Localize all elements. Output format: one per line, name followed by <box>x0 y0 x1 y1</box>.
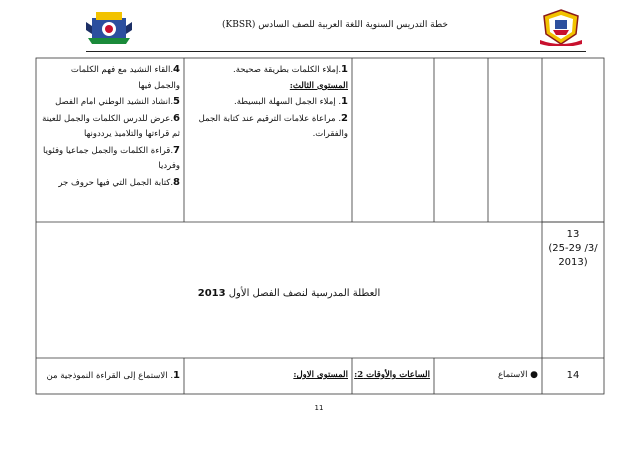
week-number: 13 <box>566 229 580 240</box>
activity-line: 6.عرض للدرس الكلمات والجمل للعينة <box>42 112 180 124</box>
activity-line: 7.قراءة الكلمات والجمل جماعيا وفئويا <box>43 144 180 156</box>
activity-line: 1. الاستماع إلى القراءة النموذجية من <box>46 370 180 381</box>
document-title: خطة التدريس السنوية اللغة العربية للصف السادس (KBSR) <box>222 20 448 30</box>
objective-line: 1. إملاء الجمل السهلة البسيطة. <box>234 96 348 107</box>
objective-line: والفقرات. <box>312 129 348 139</box>
week-dates: (25-29 /3/ <box>548 243 598 254</box>
activity-line: 8.كتابة الجمل التي فيها حروف جر <box>58 176 180 188</box>
activities-cell <box>40 62 180 191</box>
objective-line: 2. مراعاة علامات الترقيم عند كتابة الجمل <box>198 112 348 124</box>
school-holiday-label: العطلة المدرسية لنصف الفصل الأول 2013 <box>197 288 381 299</box>
level-one-label: المستوى الاول: <box>293 370 348 380</box>
activity-line: 4.القاء النشيد مع فهم الكلمات <box>70 64 180 75</box>
objective-line: 1.إملاء الكلمات بطريقة صحيحة. <box>233 64 348 75</box>
skill-cell: ● الاستماع <box>497 370 538 380</box>
activity-line: 5.انشاد النشيد الوطني امام الفصل <box>55 96 180 107</box>
hours-label: الساعات والأوقات 2: <box>354 370 430 380</box>
activity-line: ثم قراءتها والتلاميذ يرددونها <box>84 129 180 139</box>
activity-line: وفرديا <box>158 161 180 171</box>
objectives-cell <box>188 62 348 143</box>
week-13-cell <box>542 228 604 270</box>
level-label: المستوى الثالث: <box>289 80 348 91</box>
week-year: 2013) <box>558 257 588 268</box>
week-14-number: 14 <box>566 370 580 381</box>
bullet-icon: ● <box>530 370 538 380</box>
activity-line: والجمل فيها <box>138 80 180 91</box>
page-number: 11 <box>314 404 324 412</box>
